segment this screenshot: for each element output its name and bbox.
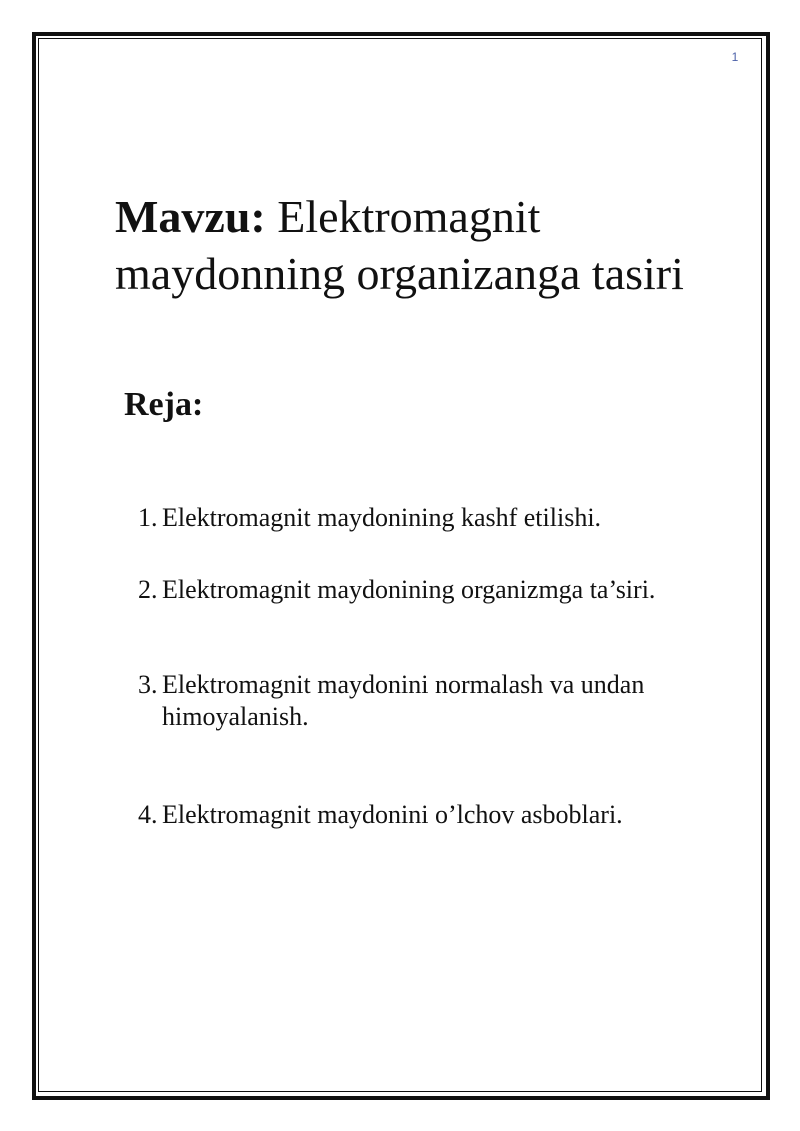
plan-item-text: Elektromagnit maydonini normalash va undan himoyalanish. — [162, 670, 645, 731]
plan-item-number: 3. — [138, 670, 158, 699]
title-label: Mavzu: — [115, 191, 266, 242]
title-text: Elektromagnit maydonning organizanga tasiri — [115, 191, 684, 299]
page-title — [115, 188, 735, 302]
plan-item-number: 2. — [138, 575, 158, 604]
plan-item-number: 1. — [138, 503, 158, 532]
plan-heading: Reja: — [124, 386, 204, 423]
plan-item — [138, 574, 738, 606]
plan-item-text: Elektromagnit maydonini o’lchov asboblari. — [162, 800, 623, 829]
plan-item-text: Elektromagnit maydonining kashf etilishi. — [162, 503, 602, 532]
plan-item — [138, 799, 738, 831]
plan-item — [138, 669, 738, 733]
plan-item-number: 4. — [138, 800, 158, 829]
plan-item — [138, 502, 738, 534]
plan-item-text: Elektromagnit maydonining organizmga ta’siri. — [162, 575, 656, 604]
page-number: 1 — [731, 50, 739, 64]
